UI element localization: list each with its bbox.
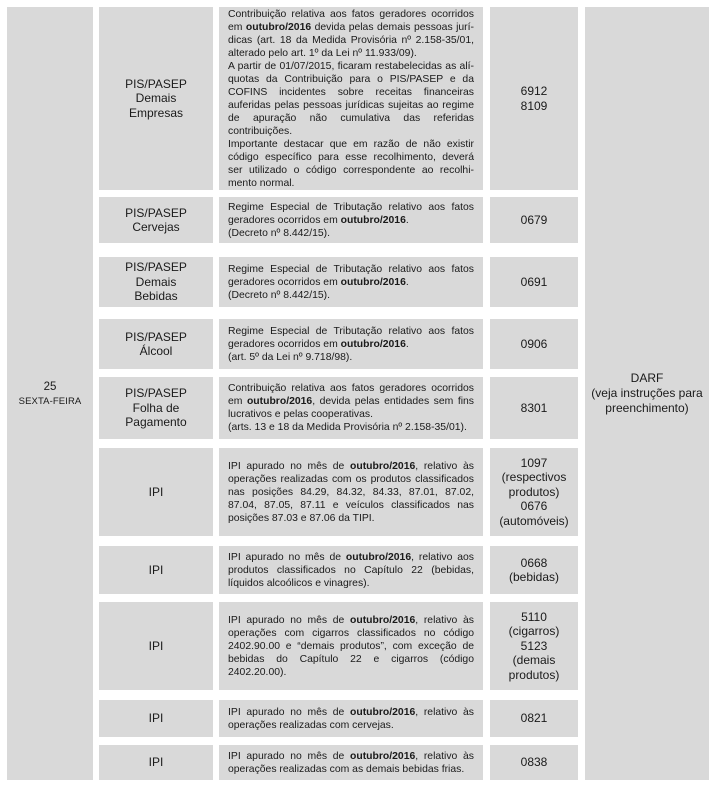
description-text: , relativo às operações com cigarros classificados no código 2402.90.00 e “demais produtos”, com exceção de bebidas do Capítulo 22 e cigarros (código 2402.20.00). — [228, 614, 474, 678]
description-paragraph — [228, 706, 474, 732]
description-cell — [219, 448, 483, 536]
reference-period: outubro/2016 — [340, 214, 406, 226]
description-paragraph — [228, 382, 474, 421]
description-text: devida pelas demais pessoas jurídicas (art. 18 da Medida Provisória nº 2.158-35/01, alterado pelo art. 1º da Lei nº 11.933/09). — [228, 21, 475, 59]
reference-period: outubro/2016 — [350, 460, 416, 472]
tax-name-cell — [99, 257, 213, 307]
tax-name-line: Folha de — [132, 400, 180, 415]
description-paragraph — [228, 8, 474, 60]
reference-period: outubro/2016 — [350, 750, 416, 762]
description-text: . — [405, 338, 409, 350]
description-text: Contribuição relativa aos fatos geradores ocorridos em — [228, 383, 474, 407]
tax-name-cell — [99, 546, 213, 594]
reference-period: outubro/2016 — [245, 21, 312, 33]
tax-name-cell — [99, 377, 213, 439]
revenue-code-line: 5110 — [521, 609, 547, 624]
document-note: (veja instruções para preenchimento) — [591, 386, 703, 415]
description-paragraph — [228, 750, 474, 776]
reference-period: outubro/2016 — [350, 706, 416, 718]
description-cell — [219, 377, 483, 439]
date-weekday: SEXTA-FEIRA — [18, 395, 82, 407]
revenue-code-cell — [490, 197, 578, 243]
revenue-code-cell — [490, 745, 578, 780]
description-text: Contribuição relativa aos fatos geradores ocorridos em — [228, 8, 474, 33]
description-text: Regime Especial de Tributação relativo aos fatos geradores ocorridos em — [228, 263, 474, 288]
revenue-code-cell — [490, 602, 578, 690]
description-cell — [219, 257, 483, 307]
description-cell — [219, 745, 483, 780]
tax-name-line: IPI — [148, 484, 164, 499]
revenue-code-line: 0668 — [520, 555, 548, 570]
description-text: Regime Especial de Tributação relativo aos fatos geradores ocorridos em — [228, 201, 474, 226]
tax-name-line: Empresas — [128, 105, 184, 120]
description-cell — [219, 700, 483, 737]
tax-name-cell — [99, 7, 213, 190]
revenue-code-cell — [490, 257, 578, 307]
tax-name-line: IPI — [148, 562, 164, 577]
revenue-code-line: 0838 — [520, 755, 548, 770]
tax-name-line: Demais — [135, 274, 177, 289]
description-text: A partir de 01/07/2015, ficaram restabelecidas as alíquotas da Contribuição para o PIS/PASEP e da COFINS incidentes sobre receitas financeiras auferidas pelas pessoas jurídicas sujeitas ao regime de apuração não cumulativa das referidas contribuições. — [228, 60, 474, 137]
reference-period: outubro/2016 — [246, 396, 313, 407]
document-title: DARF — [630, 371, 664, 385]
revenue-code-line: produtos) — [508, 667, 560, 682]
description-text: (arts. 13 e 18 da Medida Provisória nº 2.158-35/01). — [228, 422, 467, 433]
description-text: IPI apurado no mês de — [228, 614, 351, 626]
description-paragraph — [228, 551, 474, 590]
description-paragraph — [228, 138, 474, 190]
description-paragraph — [228, 460, 474, 525]
description-text: IPI apurado no mês de — [228, 460, 351, 472]
description-paragraph — [228, 421, 474, 434]
description-text: . — [405, 214, 409, 226]
reference-period: outubro/2016 — [340, 338, 406, 350]
revenue-code-line: (respectivos — [501, 470, 567, 485]
description-text: , relativo às operações realizadas com as demais bebidas frias. — [228, 750, 474, 775]
revenue-code-cell — [490, 546, 578, 594]
revenue-code-cell — [490, 319, 578, 369]
description-text: , relativo às operações realizadas com os produtos classificados nas posições 84.29, 84.32, 84.33, 87.01, 87.02, 87.04, 87.05, 87.11 e veículos classificados nas posições 87.03 e 87.06 da TIPI. — [228, 460, 474, 524]
description-paragraph — [228, 351, 474, 364]
description-text: IPI apurado no mês de — [228, 750, 351, 762]
description-text: (Decreto nº 8.442/15). — [228, 227, 330, 239]
tax-name-cell — [99, 745, 213, 780]
revenue-code-line: 0676 — [520, 499, 548, 514]
revenue-code-line: 0691 — [520, 274, 548, 289]
revenue-code-line: 0821 — [520, 711, 548, 726]
revenue-code-line: produtos) — [508, 484, 560, 499]
description-paragraph — [228, 227, 474, 240]
tax-name-cell — [99, 700, 213, 737]
description-text: Importante destacar que em razão de não existir código específico para esse recolhimento, deverá ser utilizado o código correspondente ao recolhimento normal. — [228, 138, 474, 189]
document-cell — [585, 7, 709, 780]
revenue-code-cell — [490, 377, 578, 439]
description-paragraph — [228, 201, 474, 227]
tax-name-line: Pagamento — [125, 415, 187, 430]
revenue-code-line: (automóveis) — [499, 513, 569, 528]
tax-name-cell — [99, 448, 213, 536]
tax-name-line: PIS/PASEP — [125, 205, 187, 220]
revenue-code-cell — [490, 448, 578, 536]
revenue-code-line: 1097 — [520, 455, 548, 470]
revenue-code-line: (demais — [512, 653, 556, 668]
description-text: (Decreto nº 8.442/15). — [228, 289, 330, 301]
tax-name-cell — [99, 197, 213, 243]
description-paragraph — [228, 263, 474, 289]
tax-name-cell — [99, 602, 213, 690]
tax-name-line: PIS/PASEP — [125, 329, 187, 344]
tax-name-line: Álcool — [139, 344, 173, 358]
revenue-code-cell — [490, 7, 578, 190]
description-text: , relativo aos produtos classificados no Capítulo 22 (bebidas, líquidos alcoólicos e vinagres). — [228, 551, 474, 589]
description-cell — [219, 197, 483, 243]
tax-name-cell — [99, 319, 213, 369]
description-cell — [219, 319, 483, 369]
description-paragraph — [228, 289, 474, 302]
tax-name-line: Demais — [135, 91, 177, 106]
description-text: . — [405, 276, 409, 288]
description-text: IPI apurado no mês de — [228, 706, 351, 718]
tax-name-line: IPI — [148, 755, 164, 770]
revenue-code-line: (bebidas) — [508, 570, 560, 584]
tax-name-line: Cervejas — [132, 220, 180, 234]
tax-name-line: PIS/PASEP — [125, 386, 187, 401]
description-text: , devida pelas entidades sem fins lucrativos e pelas cooperativas. — [228, 396, 474, 420]
revenue-code-line: 6912 — [520, 84, 548, 98]
revenue-code-line: 8301 — [520, 400, 548, 415]
revenue-code-line: 0906 — [520, 336, 548, 351]
date-day: 25 — [43, 380, 57, 393]
reference-period: outubro/2016 — [350, 614, 416, 626]
tax-name-line: PIS/PASEP — [125, 76, 187, 91]
tax-name-line: Bebidas — [134, 289, 178, 304]
reference-period: outubro/2016 — [345, 551, 412, 563]
tax-name-line: IPI — [148, 638, 164, 653]
description-cell — [219, 546, 483, 594]
description-paragraph — [228, 60, 474, 138]
date-cell — [7, 7, 93, 780]
revenue-code-line: 5123 — [520, 638, 548, 653]
tax-name-line: IPI — [148, 711, 164, 726]
description-text: Regime Especial de Tributação relativo aos fatos geradores ocorridos em — [228, 325, 474, 350]
description-text: IPI apurado no mês de — [228, 551, 346, 563]
reference-period: outubro/2016 — [340, 276, 406, 288]
description-paragraph — [228, 325, 474, 351]
description-cell — [219, 7, 483, 190]
description-paragraph — [228, 614, 474, 679]
description-text: , relativo às operações realizadas com cervejas. — [228, 706, 474, 731]
revenue-code-line: 8109 — [520, 98, 548, 113]
revenue-code-cell — [490, 700, 578, 737]
revenue-code-line: 0679 — [520, 212, 548, 227]
description-text: (art. 5º da Lei nº 9.718/98). — [228, 351, 353, 363]
tax-name-line: PIS/PASEP — [125, 260, 187, 275]
description-cell — [219, 602, 483, 690]
revenue-code-line: (cigarros) — [508, 624, 560, 639]
